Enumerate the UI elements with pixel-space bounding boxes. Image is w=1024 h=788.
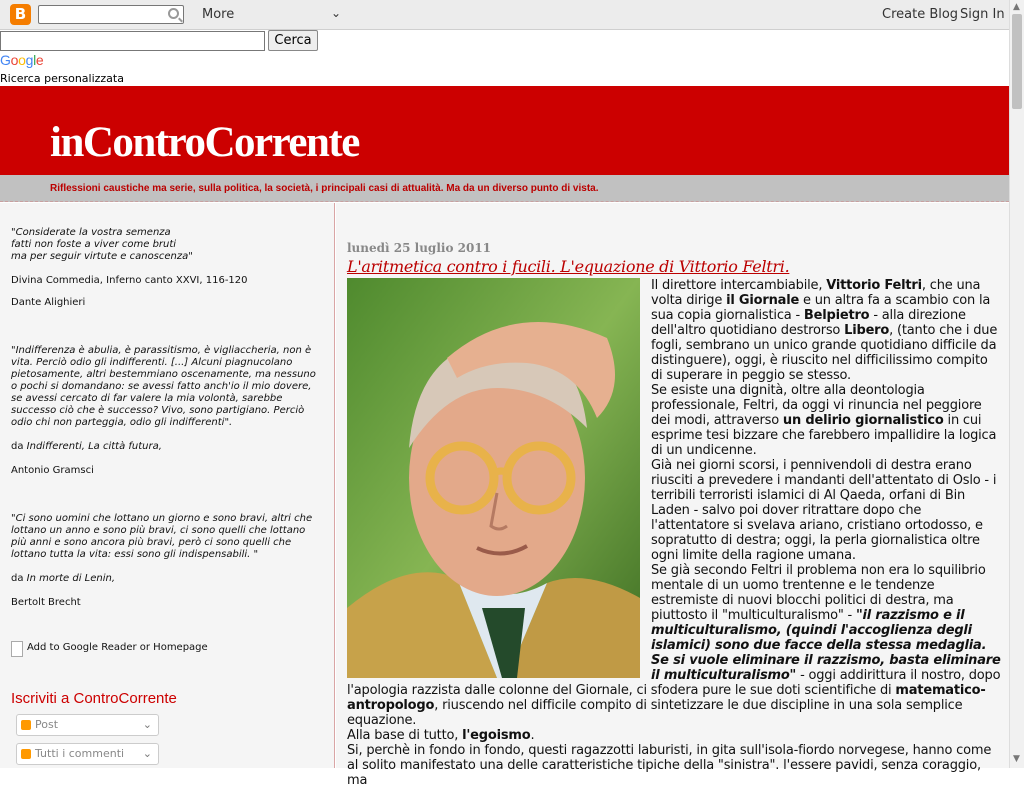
feed-label: Post bbox=[35, 718, 59, 731]
quote-author: Bertolt Brecht bbox=[11, 597, 81, 608]
scroll-thumb[interactable] bbox=[1012, 14, 1022, 109]
google-logo-letter: o bbox=[18, 52, 26, 68]
text: Alla base di tutto, bbox=[347, 728, 463, 743]
blog-description-bar bbox=[0, 175, 1009, 202]
paragraph: Si, perchè in fondo in fondo, questi ragazzotti laburisti, in gita sull'isola-fiordo norvegese, hanno come al solito manifestato una delle caratteristiche tipiche della "sinistra". l'essere pavidi, senza coraggio, ma bbox=[347, 743, 992, 788]
google-search-input[interactable] bbox=[0, 31, 265, 51]
feed-label: Tutti i commenti bbox=[35, 747, 125, 760]
bold-text: Belpietro bbox=[803, 308, 870, 323]
text: . bbox=[530, 728, 535, 743]
google-logo-letter: G bbox=[0, 52, 11, 68]
post-date: lunedì 25 luglio 2011 bbox=[347, 241, 492, 255]
bold-italic-text: Se si vuole eliminare il razzismo, basta eliminare il multiculturalismo" bbox=[651, 653, 1001, 683]
chevron-down-icon: ⌄ bbox=[142, 718, 152, 731]
source-prefix: da bbox=[11, 573, 27, 584]
blog-header bbox=[0, 86, 1009, 175]
quote-line: fatti non foste a viver come bruti bbox=[11, 239, 177, 250]
feed-comments-dropdown[interactable] bbox=[16, 743, 159, 765]
text: - alla direzione dell'altro quotidiano destrorso bbox=[651, 308, 966, 338]
bold-text: matematico-antropologo bbox=[347, 683, 986, 713]
quote-gramsci: "Indifferenza è abulia, è parassitismo, è vigliaccheria, non è vita. Perciò odio gli indifferenti. [...] Alcuni piagnucolano pietosamente, altri bestemmiano oscenamente, ma nessuno o pochi si domandano: se avessi fatto anch'io il mio dovere, se avessi cercato di far valere la mia volontà, sarebbe successo ciò che è successo? Vivo, sono partigiano. Perciò odio chi non parteggia, odio gli indifferenti". bbox=[11, 345, 316, 428]
text: , riuscendo nel difficile compito di sintetizzare le due discipline in una sola semplice equazione. bbox=[347, 698, 963, 728]
google-logo bbox=[0, 51, 43, 69]
main-content bbox=[336, 203, 1009, 788]
blogger-logo-icon[interactable]: B bbox=[10, 4, 31, 25]
search-icon[interactable] bbox=[168, 8, 179, 19]
bold-italic-text: "il razzismo e il multiculturalismo, (quindi l'accoglienza degli islamici) sono due facce della stessa medaglia. bbox=[651, 608, 987, 653]
google-logo-letter: e bbox=[35, 52, 44, 68]
source-title: Indifferenti, La città futura, bbox=[26, 441, 162, 452]
source-title: In morte di Lenin, bbox=[26, 573, 116, 584]
blog-title[interactable]: inControCorrente bbox=[50, 119, 359, 166]
bold-text: l'egoismo bbox=[462, 728, 531, 743]
text: e un altra fa a scambio con la sua copia giornalistica - bbox=[651, 293, 991, 323]
quote-line: "Considerate la vostra semenza bbox=[11, 227, 171, 238]
paragraph bbox=[347, 728, 1002, 743]
quote-source: Divina Commedia, Inferno canto XXVI, 116-120 bbox=[11, 275, 248, 286]
text: Se già secondo Feltri il problema non era lo squilibrio mentale di un uomo trentenne e le tendenze estremiste di nuovi blocchi politici di destra, ma piuttosto il "multiculturalismo" - bbox=[651, 563, 986, 623]
text: , che una volta dirige bbox=[651, 278, 981, 308]
bold-text: il Giornale bbox=[726, 293, 800, 308]
broken-image-icon[interactable] bbox=[11, 641, 23, 657]
quote-dante bbox=[11, 227, 316, 263]
custom-search-label: Ricerca personalizzata bbox=[0, 72, 124, 85]
text: , (tanto che i due fogli, sembrano un unico grande quotidiano difficile da distinguere), oggi, è riuscito nel difficilissimo compito di superare in peggio se stesso. bbox=[651, 323, 998, 383]
navbar-search-input[interactable] bbox=[38, 5, 184, 24]
bold-text: Libero bbox=[844, 323, 890, 338]
text: Il direttore intercambiabile, bbox=[651, 278, 827, 293]
quote-line: ma per seguir virtute e canoscenza" bbox=[11, 251, 193, 262]
scroll-up-icon[interactable]: ▲ bbox=[1013, 2, 1020, 12]
sign-in-link[interactable]: Sign In bbox=[960, 7, 1005, 22]
post-photo[interactable] bbox=[347, 278, 640, 678]
google-logo-letter: l bbox=[33, 52, 36, 68]
scroll-down-icon[interactable]: ▼ bbox=[1013, 754, 1020, 764]
sidebar bbox=[0, 203, 335, 768]
chevron-down-icon[interactable]: ⌄ bbox=[331, 6, 342, 20]
subscribe-heading: Iscriviti a ControCorrente bbox=[11, 690, 177, 707]
portrait-illustration bbox=[347, 278, 640, 678]
text: Se esiste una dignità, oltre alla deontologia professionale, Feltri, da oggi vi rinuncia nel peggiore dei modi, attraverso bbox=[651, 383, 982, 428]
paragraph: Già nei giorni scorsi, i pennivendoli di destra erano riusciti a prevedere i mandanti dell'attentato di Oslo - i terribili terroristi islamici di Al Qaeda, orfani di Bin Laden - salvo poi dover ritrattare dopo che l'attentatore si svelava ariano, cristiano ortodosso, e sopratutto di destra; oggi, la perla giornalistica oltre ogni limite della ragione umana. bbox=[651, 458, 997, 563]
quote-author: Antonio Gramsci bbox=[11, 465, 94, 476]
text: in cui esprime tesi bizzare che farebbero impallidire la logica di un undicenne. bbox=[651, 413, 997, 458]
search-button[interactable]: Cerca bbox=[268, 30, 318, 51]
source-prefix: da bbox=[11, 441, 27, 452]
chevron-down-icon: ⌄ bbox=[142, 747, 152, 760]
feed-posts-dropdown[interactable] bbox=[16, 714, 159, 736]
google-reader-link[interactable]: Add to Google Reader or Homepage bbox=[27, 642, 208, 653]
quote-author: Dante Alighieri bbox=[11, 297, 86, 308]
more-menu[interactable]: More bbox=[202, 7, 235, 22]
google-logo-letter: g bbox=[25, 52, 34, 68]
quote-source bbox=[11, 573, 316, 585]
text: - oggi addirittura il nostro, dopo l'apologia razzista dalle colonne del Giornale, ci sfodera pure le sue doti scientifiche di bbox=[347, 668, 1001, 698]
bold-text: Vittorio Feltri bbox=[826, 278, 922, 293]
create-blog-link[interactable]: Create Blog bbox=[882, 7, 959, 22]
blogger-navbar bbox=[0, 0, 1009, 30]
quote-brecht: "Ci sono uomini che lottano un giorno e sono bravi, altri che lottano un anno e sono più bravi, ci sono quelli che lottano più anni e sono ancora più bravi, però ci sono quelli che lottano tutta la vita: essi sono gli indispensabili. " bbox=[11, 513, 313, 560]
quote-source bbox=[11, 441, 316, 453]
bold-text: un delirio giornalistico bbox=[782, 413, 944, 428]
blog-description: Riflessioni caustiche ma serie, sulla politica, la società, i principali casi di attualità. Ma da un diverso punto di vista. bbox=[50, 183, 599, 194]
post-title-link[interactable]: L'aritmetica contro i fucili. L'equazione di Vittorio Feltri. bbox=[347, 257, 790, 276]
scrollbar[interactable] bbox=[1009, 0, 1024, 768]
rss-icon bbox=[21, 720, 31, 730]
rss-icon bbox=[21, 749, 31, 759]
google-logo-letter: o bbox=[10, 52, 19, 68]
